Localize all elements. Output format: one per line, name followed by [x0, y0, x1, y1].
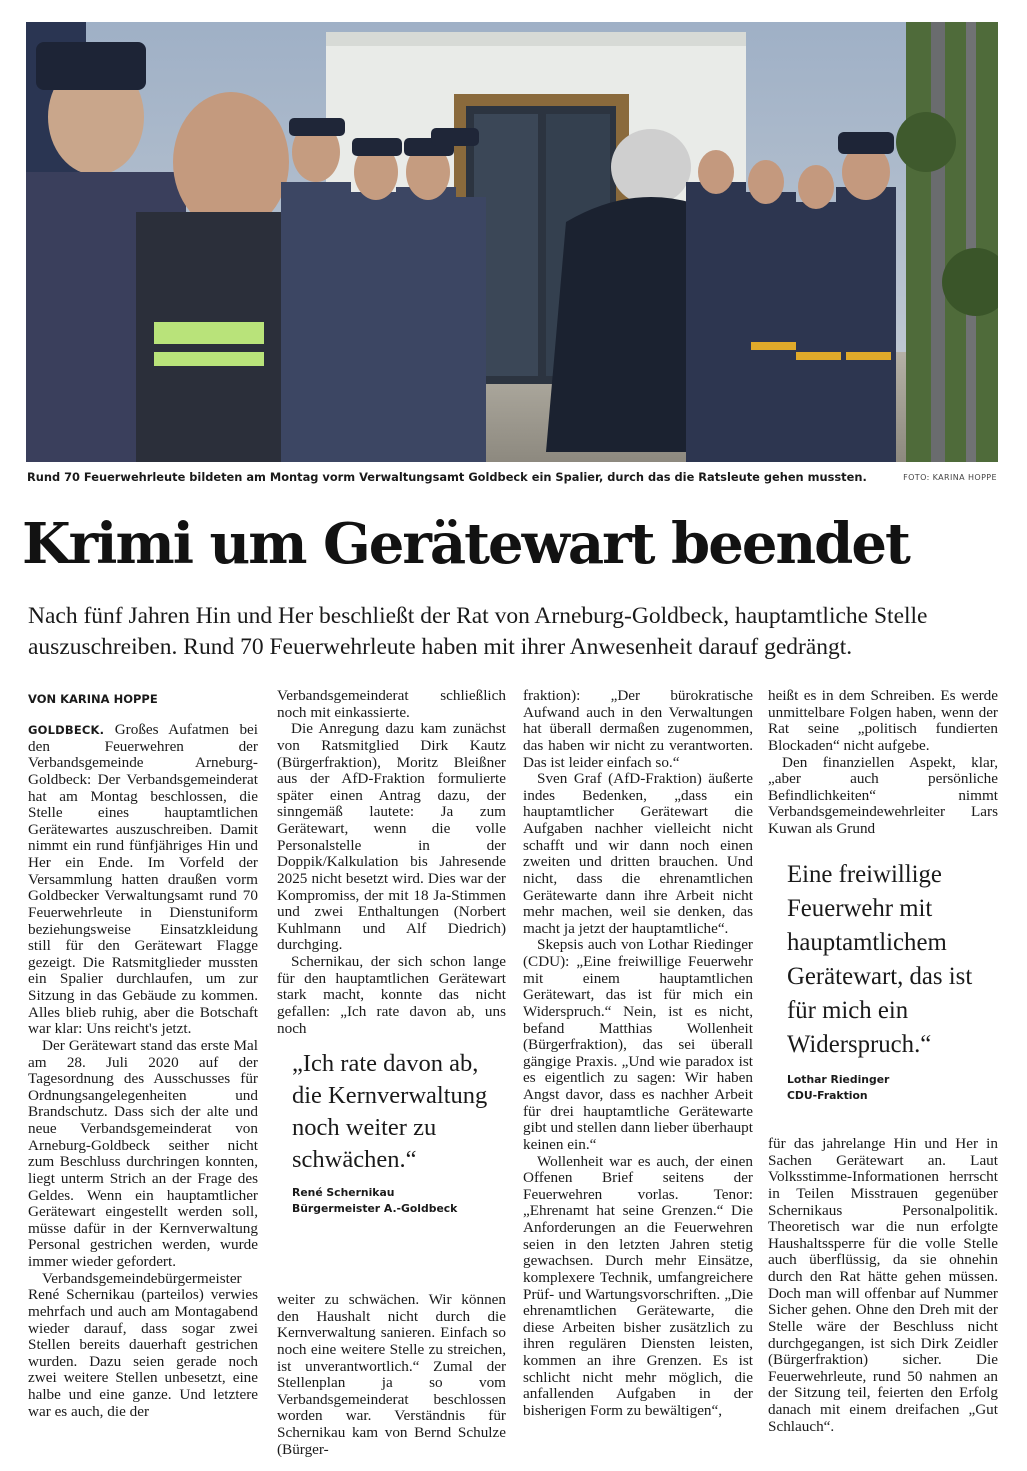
- caption-text: Rund 70 Feuerwehrleute bildeten am Montag vorm Verwaltungsamt Goldbeck ein Spalier, durch das die Ratsleute gehen mussten.: [27, 470, 867, 484]
- headline: Krimi um Gerätewart beendet: [22, 511, 909, 577]
- article-column-2-continued: [277, 1292, 506, 1458]
- pull-quote-riedinger: [787, 858, 999, 1104]
- pull-quote-text: Eine freiwillige Feuerwehr mit hauptamtlichem Gerätewart, das ist für mich ein Widerspruch.“: [787, 861, 973, 1058]
- article-photo: [26, 22, 998, 462]
- paragraph: heißt es in dem Schreiben. Es werde unmittelbare Folgen haben, wenn der Rat seine „politisch fundierten Blockaden“ nicht aufgebe.: [768, 687, 998, 754]
- paragraph: Verbandsgemeindebürgermeister René Schernikau (parteilos) verwies mehrfach und auch am Montagabend wieder darauf, dass sogar zwei Stellen bereits dauerhaft gestrichen wurden. Dazu seien gerade noch zwei weitere Stellen unbesetzt, eine halbe und eine ganze. Und letztere war es auch, die der: [28, 1269, 258, 1420]
- pull-quote-role: Bürgermeister A.-Goldbeck: [292, 1202, 458, 1215]
- article-column-4: [768, 688, 998, 838]
- paragraph: Die Anregung dazu kam zunächst von Ratsmitglied Dirk Kautz (Bürgerfraktion), Moritz Bleißner aus der AfD-Fraktion formulierte später einen Antrag dazu, der sinngemäß lautete: Ja zum Gerätewart, wenn die volle Personalstelle in der Doppik/Kalkulation bis Jahresende 2025 nicht besetzt wird. Dies war der Kompromiss, der mit 18 Ja-Stimmen und zwei Enthaltungen (Norbert Kuhlmann und Alf Diedrich) durchging.: [277, 720, 506, 954]
- article-column-3: [523, 688, 753, 1420]
- dateline: GOLDBECK.: [28, 723, 105, 737]
- paragraph: Sven Graf (AfD-Fraktion) äußerte indes Bedenken, „dass ein hauptamtlicher Gerätewart die Aufgaben nachher vielleicht nicht schafft und wir dann noch einen zweiten und dritten brauchen. Und nicht, dass die ehrenamtlichen Gerätewarte dann ihre Arbeit nicht mehr machen, weil sie denken, das macht ja jetzt der hauptamtliche“.: [523, 770, 753, 937]
- firefighters-photo-illustration: [26, 22, 998, 462]
- paragraph-text: Großes Aufatmen bei den Feuerwehren der Verbandsgemeinde Arneburg-Goldbeck: Der Verbandsgemeinderat hat am Montag beschlossen, die Stelle eines hauptamtlichen Gerätewartes auszuschreiben. Damit nimmt ein rund fünfjähriges Hin und Her ein Ende. Im Vorfeld der Versammlung hatten draußen vorm Goldbecker Verwaltungsamt rund 70 Feuerwehrleute in Dienstuniform beziehungsweise Einsatzkleidung still für den Gerätewart Flagge gezeigt. Die Ratsmitglieder mussten ein Spalier durchlaufen, um zur Sitzung in das Gebäude zu kommen. Alles blieb ruhig, aber die Botschaft war klar: Uns reicht's jetzt.: [28, 721, 258, 1038]
- byline: VON KARINA HOPPE: [28, 692, 158, 706]
- paragraph: [28, 722, 258, 1038]
- article-column-4-continued: [768, 1136, 998, 1435]
- paragraph: Der Gerätewart stand das erste Mal am 28. Juli 2020 auf der Tagesordnung des Ausschusses für Ordnungsangelegenheiten und Brandschutz. Dass sich der alte und neue Verbandsgemeinderat von Arneburg-Goldbeck seither nicht zum Beschluss durchringen konnten, liegt unterm Strich an der Frage des Geldes. Wenn ein hauptamtlicher Gerätewart eingestellt werden soll, müsse dafür in der Kernverwaltung Personal gestrichen werden, wurde immer wieder gefordert.: [28, 1036, 258, 1270]
- photo-credit: FOTO: KARINA HOPPE: [903, 473, 997, 482]
- paragraph: Wollenheit war es auch, der einen Offenen Brief seitens der Feuerwehren vorlas. Tenor: „Ehrenamt hat seine Grenzen.“ Die Anforderungen an die Feuerwehren seien in den letzten Jahren stetig gewachsen. Durch mehr Einsätze, komplexere Technik, umfangreichere Prüf- und Wartungsvorschriften. „Die ehrenamtlichen Gerätewarte, die diese Arbeiten bisher zusätzlich zu ihren regulären Diensten leisten, kommen an ihre Grenzen. Es ist schlicht nicht mehr möglich, die anfallenden Aufgaben in der bisherigen Form zu bewältigen“,: [523, 1152, 753, 1419]
- pull-quote-text: „Ich rate davon ab, die Kernverwaltung noch weiter zu schwächen.“: [292, 1050, 488, 1173]
- article-column-1: [28, 722, 258, 1420]
- paragraph: Den finanziellen Aspekt, klar, „aber auch persönliche Befindlichkeiten“ nimmt Verbandsgemeindewehrleiter Lars Kuwan als Grund: [768, 753, 998, 837]
- photo-caption: [27, 470, 997, 488]
- paragraph: weiter zu schwächen. Wir können den Haushalt nicht durch die Kernverwaltung sanieren. Einfach so noch eine weitere Stelle zu streichen, ist unverantwortlich.“ Zumal der Stellenplan ja so vom Verbandsgemeinderat beschlossen worden war. Verständnis für Schernikau kam von Bernd Schulze (Bürger-: [277, 1291, 506, 1458]
- pull-quote-author: René Schernikau: [292, 1186, 395, 1199]
- paragraph: Verbandsgemeinderat schließlich noch mit einkassierte.: [277, 687, 506, 721]
- pull-quote-schernikau: [292, 1048, 492, 1217]
- paragraph: fraktion): „Der bürokratische Aufwand auch in den Verwaltungen hat überall dermaßen zugenommen, das haben wir nicht zu verantworten. Das ist leider einfach so.“: [523, 687, 753, 771]
- article-column-2: [277, 688, 506, 1037]
- paragraph: Skepsis auch von Lothar Riedinger (CDU): „Eine freiwillige Feuerwehr mit einem hauptamtlichen Gerätewart, das ist für mich ein Widerspruch.“ Nein, ist es nicht, befand Matthias Wollenheit (Bürgerfraktion), das sei überall gängige Praxis. „Und wie paradox ist es eigentlich zu sagen: Wir haben Angst davor, dass es nachher Arbeit für drei hauptamtliche Gerätewarte gibt und stellen dann lieber überhaupt keinen ein.“: [523, 936, 753, 1153]
- pull-quote-author: Lothar Riedinger: [787, 1073, 890, 1086]
- paragraph: Schernikau, der sich schon lange für den hauptamtlichen Gerätewart stark macht, konnte das nicht gefallen: „Ich rate davon ab, uns noch: [277, 953, 506, 1037]
- pull-quote-role: CDU-Fraktion: [787, 1089, 868, 1102]
- subheadline: Nach fünf Jahren Hin und Her beschließt der Rat von Arneburg-Goldbeck, hauptamtliche Stelle auszuschreiben. Rund 70 Feuerwehrleute haben mit ihrer Anwesenheit darauf gedrängt.: [28, 603, 928, 660]
- paragraph: für das jahrelange Hin und Her in Sachen Gerätewart an. Laut Volksstimme-Informationen herrscht in Teilen Misstrauen gegenüber Schernikaus Personalpolitik. Theoretisch war die nun erfolgte Haushaltssperre für die volle Stelle auch überflüssig, da sie ohnehin durch den Rat hätte gehen müssen. Doch man will offenbar auf Nummer Sicher gehen. Ohne den Dreh mit der Stelle wäre der Beschluss nicht durchgegangen, ist sich Dirk Zeidler (Bürgerfraktion) sicher. Die Feuerwehrleute, rund 50 nahmen an der Sitzung teil, feierten den Erfolg danach mit einem dreifachen „Gut Schlauch“.: [768, 1135, 998, 1435]
